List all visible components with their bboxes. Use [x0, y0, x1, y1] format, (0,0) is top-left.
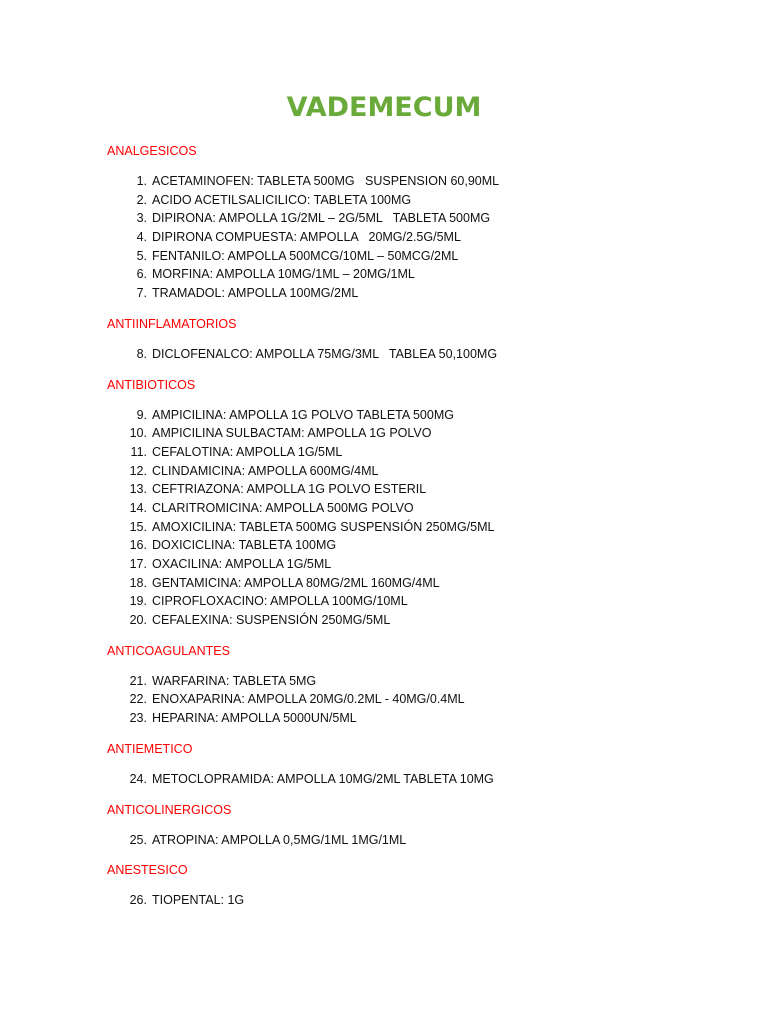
list-item-text: GENTAMICINA: AMPOLLA 80MG/2ML 160MG/4ML — [152, 575, 440, 590]
drug-section — [107, 802, 707, 850]
drug-list — [107, 672, 707, 728]
list-item-text: CLARITROMICINA: AMPOLLA 500MG POLVO — [152, 500, 414, 515]
list-item-number: 7. — [136, 286, 147, 301]
list-item-number: 13. — [129, 482, 147, 497]
list-item-number: 22. — [129, 692, 147, 707]
list-item-text: AMPICILINA SULBACTAM: AMPOLLA 1G POLVO — [152, 426, 432, 441]
list-item — [107, 499, 707, 518]
list-item-number: 15. — [129, 519, 147, 534]
document-title: VADEMECUM — [286, 92, 482, 123]
list-item — [107, 555, 707, 574]
list-item-text: METOCLOPRAMIDA: AMPOLLA 10MG/2ML TABLETA 10MG — [152, 771, 494, 786]
list-item — [107, 611, 707, 630]
list-item-number: 2. — [136, 192, 147, 207]
list-item-text: FENTANILO: AMPOLLA 500MCG/10ML – 50MCG/2ML — [152, 248, 459, 263]
drug-list — [107, 770, 707, 789]
list-item-number: 20. — [129, 613, 147, 628]
list-item — [107, 770, 707, 789]
list-item-text: ACIDO ACETILSALICILICO: TABLETA 100MG — [152, 192, 412, 207]
list-item-number: 25. — [129, 832, 147, 847]
list-item-number: 1. — [136, 174, 147, 188]
list-item — [107, 443, 707, 462]
list-item — [107, 462, 707, 481]
section-heading: ANALGESICOS — [107, 144, 197, 158]
list-item-text: CEFALEXINA: SUSPENSIÓN 250MG/5ML — [152, 613, 391, 628]
list-item-number: 3. — [136, 211, 147, 226]
drug-section — [107, 143, 707, 303]
drug-list — [107, 406, 707, 630]
drug-section — [107, 643, 707, 728]
drug-list — [107, 172, 707, 303]
list-item-text: DOXICICLINA: TABLETA 100MG — [152, 538, 337, 553]
list-item — [107, 228, 707, 247]
list-item — [107, 247, 707, 266]
list-item-text: OXACILINA: AMPOLLA 1G/5ML — [152, 557, 332, 571]
list-item-text: DICLOFENALCO: AMPOLLA 75MG/3ML TABLEA 50,100MG — [152, 346, 498, 361]
list-item — [107, 424, 707, 443]
list-item — [107, 265, 707, 284]
list-item — [107, 518, 707, 537]
drug-section — [107, 862, 707, 910]
list-item — [107, 709, 707, 728]
list-item-text: TRAMADOL: AMPOLLA 100MG/2ML — [152, 286, 359, 301]
list-item-text: ENOXAPARINA: AMPOLLA 20MG/0.2ML - 40MG/0.4ML — [152, 692, 465, 707]
list-item-number: 8. — [136, 346, 147, 361]
section-heading: ANESTESICO — [107, 863, 188, 878]
list-item — [107, 891, 707, 910]
drug-list — [107, 891, 707, 910]
sections-container — [107, 143, 707, 923]
list-item-text: DIPIRONA: AMPOLLA 1G/2ML – 2G/5ML TABLETA 500MG — [152, 211, 491, 226]
list-item-text: CEFALOTINA: AMPOLLA 1G/5ML — [152, 444, 343, 459]
list-item-text: HEPARINA: AMPOLLA 5000UN/5ML — [152, 711, 357, 726]
list-item — [107, 191, 707, 210]
list-item-number: 19. — [129, 594, 147, 609]
drug-section — [107, 741, 707, 789]
list-item-text: CLINDAMICINA: AMPOLLA 600MG/4ML — [152, 463, 379, 478]
section-heading: ANTIEMETICO — [107, 741, 193, 756]
list-item — [107, 172, 707, 191]
list-item-number: 21. — [129, 673, 147, 688]
list-item — [107, 284, 707, 303]
list-item-number: 26. — [129, 893, 147, 908]
list-item-number: 12. — [129, 463, 147, 478]
list-item-number: 10. — [129, 426, 147, 441]
list-item-text: DIPIRONA COMPUESTA: AMPOLLA 20MG/2.5G/5ML — [152, 230, 461, 245]
drug-section — [107, 377, 707, 630]
list-item — [107, 592, 707, 611]
list-item — [107, 406, 707, 425]
list-item-number: 24. — [129, 771, 147, 786]
list-item-number: 23. — [129, 711, 147, 726]
drug-list — [107, 345, 707, 364]
list-item-number: 4. — [136, 230, 147, 245]
list-item-text: ATROPINA: AMPOLLA 0,5MG/1ML 1MG/1ML — [152, 832, 407, 847]
list-item-text: ACETAMINOFEN: TABLETA 500MG SUSPENSION 60,90ML — [152, 174, 500, 188]
list-item — [107, 209, 707, 228]
list-item-text: WARFARINA: TABLETA 5MG — [152, 673, 317, 688]
list-item — [107, 536, 707, 555]
list-item — [107, 831, 707, 850]
list-item — [107, 690, 707, 709]
list-item-text: AMOXICILINA: TABLETA 500MG SUSPENSIÓN 250MG/5ML — [152, 519, 495, 534]
list-item — [107, 672, 707, 691]
list-item — [107, 480, 707, 499]
section-heading: ANTICOAGULANTES — [107, 643, 230, 658]
list-item-number: 11. — [130, 444, 147, 459]
section-heading: ANTIINFLAMATORIOS — [107, 316, 237, 331]
section-heading: ANTIBIOTICOS — [107, 377, 196, 392]
list-item-number: 5. — [136, 248, 147, 263]
list-item — [107, 345, 707, 364]
list-item-text: MORFINA: AMPOLLA 10MG/1ML – 20MG/1ML — [152, 267, 415, 282]
list-item-number: 9. — [136, 407, 147, 422]
list-item — [107, 574, 707, 593]
list-item-number: 16. — [129, 538, 147, 553]
list-item-text: CIPROFLOXACINO: AMPOLLA 100MG/10ML — [152, 594, 408, 609]
list-item-number: 17. — [129, 557, 147, 571]
list-item-text: CEFTRIAZONA: AMPOLLA 1G POLVO ESTERIL — [152, 482, 427, 497]
drug-section — [107, 316, 707, 364]
list-item-text: TIOPENTAL: 1G — [152, 893, 245, 908]
list-item-number: 6. — [136, 267, 147, 282]
list-item-text: AMPICILINA: AMPOLLA 1G POLVO TABLETA 500MG — [152, 407, 454, 422]
list-item-number: 18. — [129, 575, 147, 590]
section-heading: ANTICOLINERGICOS — [107, 802, 232, 817]
drug-list — [107, 831, 707, 850]
list-item-number: 14. — [129, 500, 147, 515]
